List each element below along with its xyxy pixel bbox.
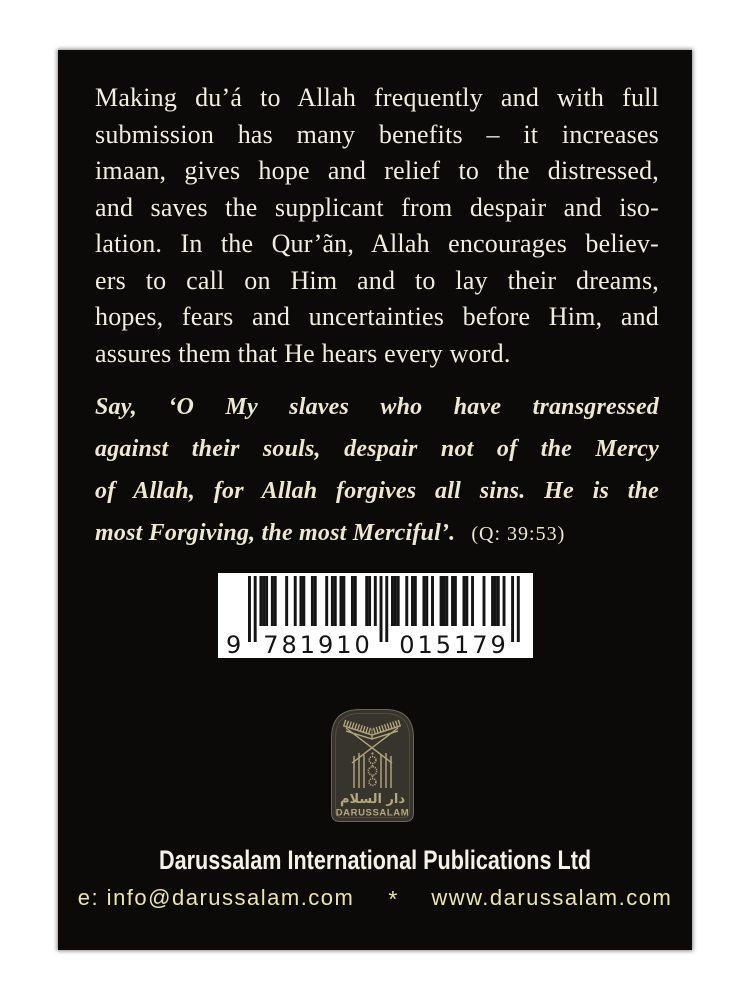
quran-quote [95, 386, 659, 555]
quote-lines [95, 386, 659, 512]
book-cover [58, 50, 692, 950]
text-line: Making du’á to Allah frequently and with full [95, 83, 659, 112]
text-line: assures them that He hears every word. [95, 338, 511, 368]
text-line: submission has many benefits – it increases [95, 119, 659, 149]
text-line: hopes, fears and uncertainties before Him, and [95, 302, 659, 331]
quote-last-line [95, 512, 659, 555]
isbn-barcode [218, 573, 533, 658]
publisher-name [58, 845, 692, 876]
text-line: Say, ‘O My slaves who have transgressed [95, 394, 659, 420]
publisher-name-text: Darussalam International Publications Ltd [158, 845, 592, 875]
contact-line [58, 884, 692, 911]
text-line: ers to call on Him and to lay their dreams, [95, 265, 659, 295]
text-line: against their souls, despair not of the Mercy [95, 436, 659, 462]
logo-wordmark: DARUSSALAM [335, 807, 410, 819]
barcode-digit-9: 9 [226, 631, 242, 658]
logo-arabic-calligraphy: دار السلام [339, 792, 406, 807]
barcode-digits-left: 781910 [263, 631, 373, 658]
email-text: e: info@darussalam.com [77, 885, 355, 910]
text-line: and saves the supplicant from despair and iso- [95, 192, 659, 222]
star-icon: * [388, 886, 398, 912]
text-line: lation. In the Qur’ãn, Allah encourages believ- [95, 229, 659, 258]
barcode-digits-right: 015179 [399, 631, 509, 658]
description-text [95, 80, 659, 372]
barcode-graphic [218, 573, 533, 658]
darussalam-logo [330, 708, 415, 823]
quote-last-text: most Forgiving, the most Merciful’. [95, 520, 456, 546]
text-line: imaan, gives hope and relief to the distressed, [95, 156, 659, 185]
text-line: of Allah, for Allah forgives all sins. He is the [95, 478, 659, 504]
website-text: www.darussalam.com [431, 885, 673, 910]
quran-reference: (Q: 39:53) [471, 523, 566, 545]
